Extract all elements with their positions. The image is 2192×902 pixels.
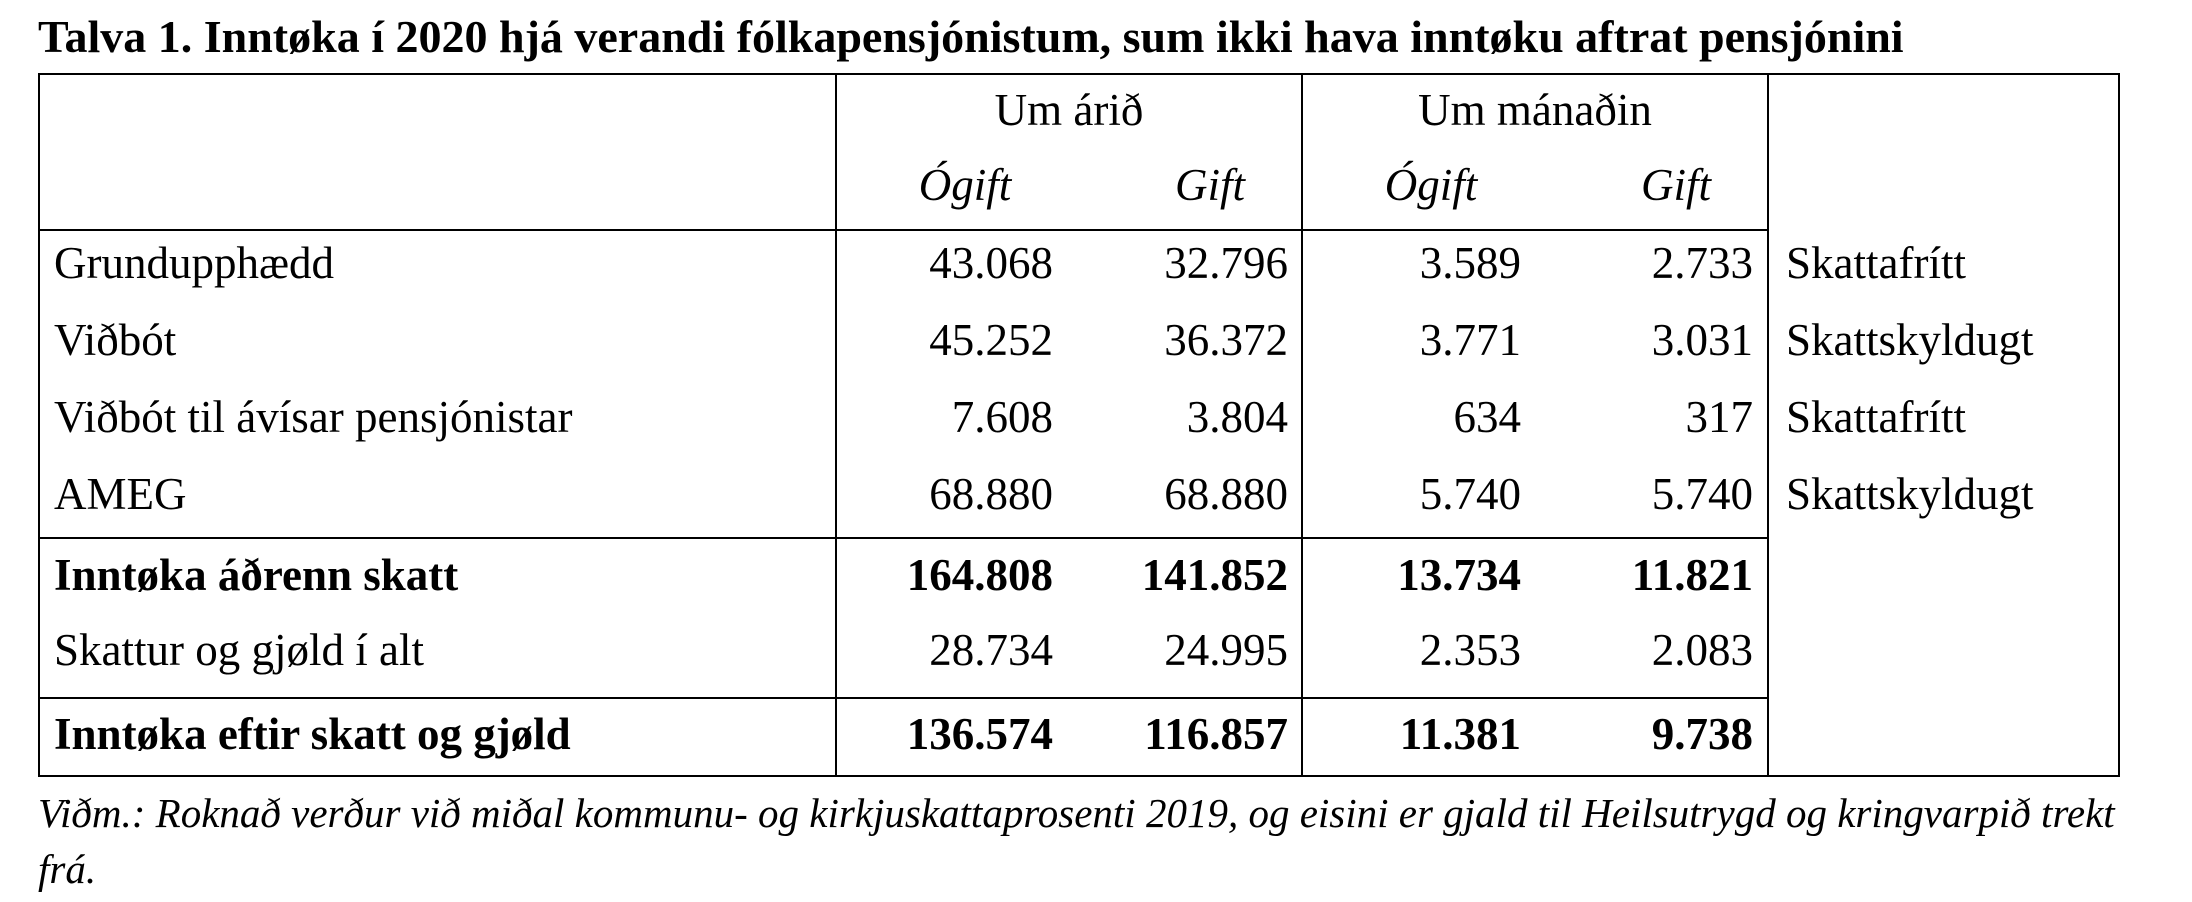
value-cell: 317 (1685, 392, 1753, 442)
tax-status-note: Skattafrítt (1786, 392, 1966, 442)
value-cell: 3.031 (1651, 315, 1753, 365)
header-year: Um árið (994, 85, 1144, 135)
col-divider-label (835, 75, 837, 775)
value-cell: 2.083 (1651, 625, 1753, 675)
value-cell: 68.880 (929, 469, 1053, 519)
total-value: 9.738 (1651, 709, 1753, 759)
row-label: Grundupphædd (54, 238, 334, 288)
value-cell: 68.880 (1164, 469, 1288, 519)
header-month-married: Gift (1640, 160, 1711, 210)
value-cell: 2.733 (1651, 238, 1753, 288)
value-cell: 28.734 (929, 625, 1053, 675)
value-cell: 24.995 (1164, 625, 1288, 675)
row-label: Viðbót (54, 315, 177, 365)
table-footnote: Viðm.: Roknað verður við miðal kommunu- og kirkjuskattaprosenti 2019, og eisini er gjald til Heilsutrygd og kringvarpið trekt frá. (38, 790, 2115, 892)
header-rule (40, 229, 1769, 231)
value-cell: 45.252 (929, 315, 1053, 365)
header-month-unmarried: Ógift (1384, 160, 1478, 210)
value-cell: 3.589 (1419, 238, 1521, 288)
header-month: Um mánaðin (1418, 85, 1652, 135)
value-cell: 36.372 (1164, 315, 1288, 365)
value-cell: 634 (1453, 392, 1521, 442)
value-cell: 2.353 (1419, 625, 1521, 675)
subtotal-value: 141.852 (1141, 550, 1288, 600)
header-year-unmarried: Ógift (918, 160, 1012, 210)
tax-status-note: Skattafrítt (1786, 238, 1966, 288)
table-title: Talva 1. Inntøka í 2020 hjá verandi fólkapensjónistum, sum ikki hava inntøku aftrat pensjónini (38, 11, 1904, 62)
value-cell: 43.068 (929, 238, 1053, 288)
total-rule (40, 697, 1769, 699)
header-year-married: Gift (1174, 160, 1245, 210)
value-cell: 3.804 (1186, 392, 1288, 442)
value-cell: 5.740 (1419, 469, 1521, 519)
tax-status-note: Skattskyldugt (1786, 469, 2034, 519)
row-label: Skattur og gjøld í alt (54, 625, 424, 675)
total-value: 116.857 (1144, 709, 1288, 759)
total-value: 11.381 (1399, 709, 1521, 759)
total-label: Inntøka eftir skatt og gjøld (54, 709, 571, 759)
subtotal-label: Inntøka áðrenn skatt (54, 550, 459, 600)
row-label: AMEG (54, 469, 187, 519)
tax-status-note: Skattskyldugt (1786, 315, 2034, 365)
value-cell: 3.771 (1419, 315, 1521, 365)
subtotal-value: 13.734 (1397, 550, 1521, 600)
value-cell: 7.608 (951, 392, 1053, 442)
row-label: Viðbót til ávísar pensjónistar (54, 392, 573, 442)
subtotal-value: 164.808 (906, 550, 1053, 600)
subtotal-value: 11.821 (1631, 550, 1753, 600)
subtotal-rule (40, 537, 1769, 539)
value-cell: 32.796 (1164, 238, 1288, 288)
income-table (38, 73, 2120, 777)
value-cell: 5.740 (1651, 469, 1753, 519)
total-value: 136.574 (906, 709, 1053, 759)
